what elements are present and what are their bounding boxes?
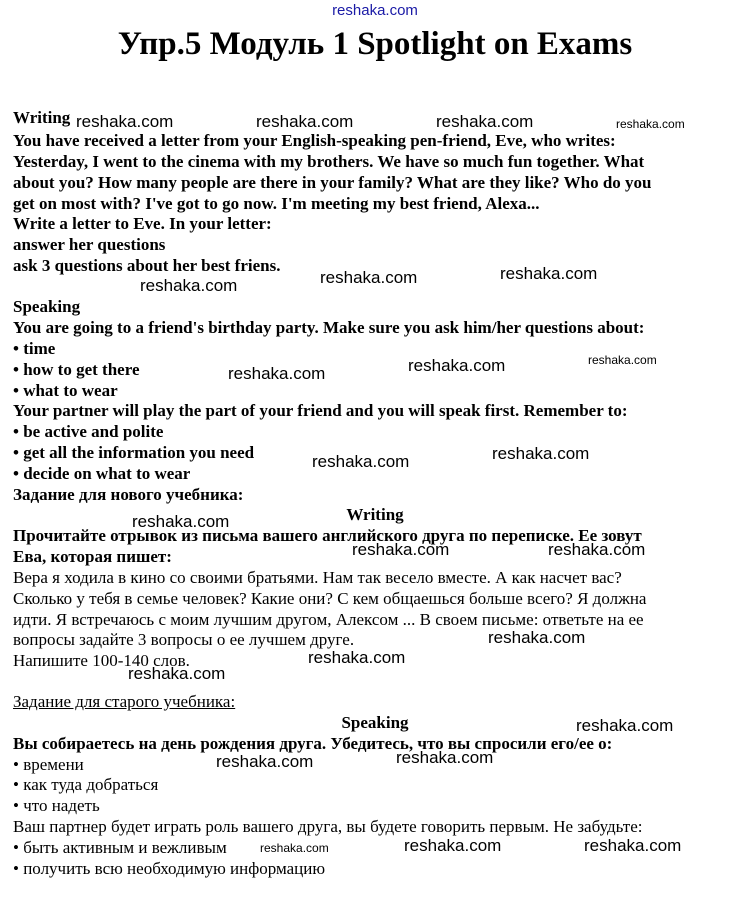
watermark: reshaka.com [576,716,674,735]
watermark: reshaka.com [352,540,450,559]
speaking-remember-item: • be active and polite [13,422,164,441]
site-link[interactable]: reshaka.com [332,2,418,19]
writing-line: Yesterday, I went to the cinema with my brothers. We have so much fun together. What [13,152,645,171]
watermark: reshaka.com [320,268,418,287]
speaking-heading: Speaking [13,297,81,316]
watermark: reshaka.com [404,836,502,855]
watermark: reshaka.com [76,112,174,131]
writing-line: about you? How many people are there in your family? What are they like? Who do you [13,173,652,192]
watermark: reshaka.com [228,364,326,383]
writing-heading: Writing [13,108,71,127]
new-textbook-subheading: Writing [346,505,404,524]
watermark: reshaka.com [260,841,329,855]
speaking-remember: Your partner will play the part of your friend and you will speak first. Remember to: [13,401,628,420]
speaking-item: • how to get there [13,360,140,379]
watermark: reshaka.com [396,748,494,767]
watermark: reshaka.com [308,648,406,667]
watermark: reshaka.com [500,264,598,283]
watermark: reshaka.com [256,112,354,131]
new-textbook-body: Вера я ходила в кино со своими братьями. Нам так весело вместе. А как насчет вас? [13,568,622,587]
old-textbook-remember: Ваш партнер будет играть роль вашего друга, вы будете говорить первым. Не забудьте: [13,817,643,836]
writing-line: Write a letter to Eve. In your letter: [13,214,272,233]
old-textbook-item: • времени [13,755,84,774]
watermark: reshaka.com [588,353,657,367]
new-textbook-intro: Ева, которая пишет: [13,547,172,566]
writing-line: answer her questions [13,235,166,254]
watermark: reshaka.com [436,112,534,131]
speaking-item: • what to wear [13,381,118,400]
old-textbook-subheading: Speaking [341,713,409,732]
new-textbook-body: вопросы задайте 3 вопросы о ее лучшем друге. [13,630,355,649]
watermark: reshaka.com [548,540,646,559]
watermark: reshaka.com [616,117,685,131]
new-textbook-heading: Задание для нового учебника: [13,485,244,504]
speaking-intro: You are going to a friend's birthday party. Make sure you ask him/her questions about: [13,318,645,337]
old-textbook-item: • что надеть [13,796,100,815]
watermark: reshaka.com [584,836,682,855]
speaking-item: • time [13,339,56,358]
old-textbook-remember-item: • получить всю необходимую информацию [13,859,326,878]
watermark: reshaka.com [408,356,506,375]
watermark: reshaka.com [492,444,590,463]
watermark: reshaka.com [488,628,586,647]
old-textbook-heading: Задание для старого учебника: [13,692,236,711]
new-textbook-body: Сколько у тебя в семье человек? Какие они? С кем общаешься больше всего? Я должна [13,589,647,608]
writing-line: You have received a letter from your English-speaking pen-friend, Eve, who writes: [13,131,616,150]
page-title: Упр.5 Модуль 1 Spotlight on Exams [117,26,633,62]
old-textbook-item: • как туда добраться [13,775,159,794]
speaking-remember-item: • get all the information you need [13,443,255,462]
watermark: reshaka.com [132,512,230,531]
watermark: reshaka.com [312,452,410,471]
old-textbook-intro: Вы собираетесь на день рождения друга. Убедитесь, что вы спросили его/ее о: [13,734,613,753]
watermark: reshaka.com [140,276,238,295]
speaking-remember-item: • decide on what to wear [13,464,191,483]
watermark: reshaka.com [128,664,226,683]
writing-line: ask 3 questions about her best friens. [13,256,281,275]
writing-line: get on most with? I've got to go now. I'm meeting my best friend, Alexa... [13,194,540,213]
new-textbook-body: Напишите 100-140 слов. [13,651,190,670]
new-textbook-intro: Прочитайте отрывок из письма вашего английского друга по переписке. Ее зовут [13,526,642,545]
old-textbook-remember-item: • быть активным и вежливым [13,838,227,857]
new-textbook-body: идти. Я встречаюсь с моим лучшим другом, Алексом ... В своем письме: ответьте на ее [13,610,644,629]
watermark: reshaka.com [216,752,314,771]
